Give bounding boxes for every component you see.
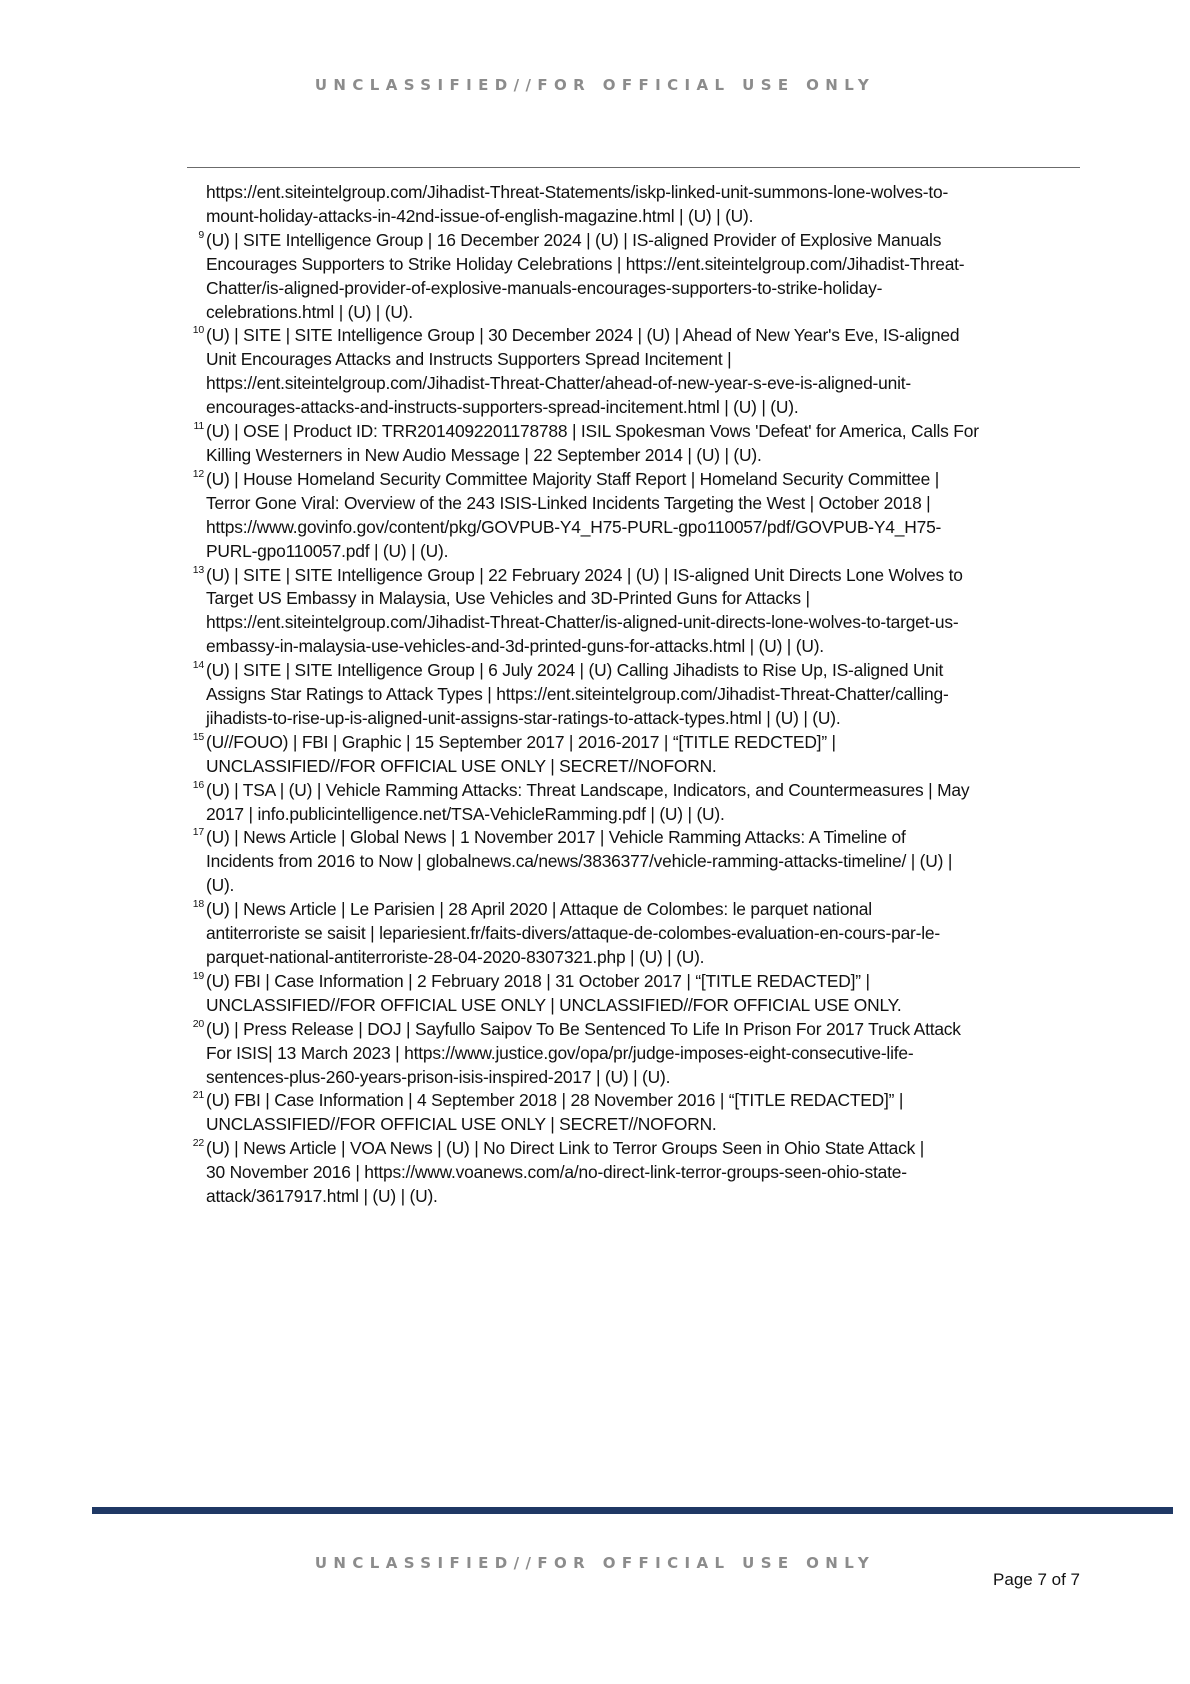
footnote-line: encourages-attacks-and-instructs-supporters-spread-incitement.html | (U) | (U). xyxy=(206,397,799,418)
footnote-line: (U) | News Article | VOA News | (U) | No Direct Link to Terror Groups Seen in Ohio State Attack | xyxy=(206,1138,925,1159)
footnote-line: UNCLASSIFIED//FOR OFFICIAL USE ONLY | SECRET//NOFORN. xyxy=(206,755,717,776)
footnote-item xyxy=(186,468,1086,564)
footnote-item xyxy=(186,659,1086,731)
footer-rule xyxy=(92,1507,1173,1514)
footnote-line: Killing Westerners in New Audio Message | 22 September 2014 | (U) | (U). xyxy=(206,444,762,465)
footnote-line: Incidents from 2016 to Now | globalnews.ca/news/3836377/vehicle-ramming-attacks-timeline/ | (U) | xyxy=(206,851,953,872)
footnote-number: 10 xyxy=(192,324,204,337)
footnote-continuation xyxy=(186,181,1086,229)
footnote-list xyxy=(186,229,1086,1209)
footnote-number: 21 xyxy=(192,1089,204,1102)
footnote-line: embassy-in-malaysia-use-vehicles-and-3d-printed-guns-for-attacks.html | (U) | (U). xyxy=(206,636,824,657)
footnote-line: For ISIS| 13 March 2023 | https://www.justice.gov/opa/pr/judge-imposes-eight-consecutive-life- xyxy=(206,1042,914,1063)
footnote-number: 20 xyxy=(192,1017,204,1030)
footnote-line: (U) | SITE | SITE Intelligence Group | 6 July 2024 | (U) Calling Jihadists to Rise Up, IS-aligned Unit xyxy=(206,660,944,681)
footnote-number: 13 xyxy=(192,563,204,576)
footnote-line: sentences-plus-260-years-prison-isis-inspired-2017 | (U) | (U). xyxy=(206,1066,671,1087)
footnote-line: (U) | House Homeland Security Committee Majority Staff Report | Homeland Security Committee | xyxy=(206,468,940,489)
footnote-line: (U) FBI | Case Information | 4 September 2018 | 28 November 2016 | “[TITLE REDACTED]” | xyxy=(206,1090,904,1111)
footnote-line: https://ent.siteintelgroup.com/Jihadist-Threat-Chatter/is-aligned-unit-directs-lone-wolves-to-target-us- xyxy=(206,612,959,633)
classification-footer: UNCLASSIFIED//FOR OFFICIAL USE ONLY xyxy=(314,1554,876,1572)
footnote-item xyxy=(186,826,1086,898)
footnote-line: PURL-gpo110057.pdf | (U) | (U). xyxy=(206,540,449,561)
footnote-item xyxy=(186,731,1086,779)
footnote-item xyxy=(186,970,1086,1018)
footnote-line: parquet-national-antiterroriste-28-04-2020-8307321.php | (U) | (U). xyxy=(206,947,705,967)
footnote-line: (U) | TSA | (U) | Vehicle Ramming Attacks: Threat Landscape, Indicators, and Countermeasures | May xyxy=(206,779,970,800)
footnote-line: UNCLASSIFIED//FOR OFFICIAL USE ONLY | UNCLASSIFIED//FOR OFFICIAL USE ONLY. xyxy=(206,994,902,1015)
footnote-line: (U) | News Article | Le Parisien | 28 April 2020 | Attaque de Colombes: le parquet national xyxy=(206,899,872,920)
footnote-line: (U) | OSE | Product ID: TRR20140922011787​88 | ISIL Spokesman Vows 'Defeat' for America, Calls For xyxy=(206,421,979,442)
classification-header: UNCLASSIFIED//FOR OFFICIAL USE ONLY xyxy=(314,76,876,94)
footnote-line: (U//FOUO) | FBI | Graphic | 15 September 2017 | 2016-2017 | “[TITLE REDCTED]” | xyxy=(206,731,836,752)
footnote-number: 14 xyxy=(192,659,204,672)
footnote-line: 30 November 2016 | https://www.voanews.com/a/no-direct-link-terror-groups-seen-ohio-state- xyxy=(206,1162,907,1183)
footnote-number: 9 xyxy=(198,228,204,241)
footnote-line: https://www.govinfo.gov/content/pkg/GOVPUB-Y4_H75-PURL-gpo110057/pdf/GOVPUB-Y4_H75- xyxy=(206,516,942,537)
footnote-line: (U) | News Article | Global News | 1 November 2017 | Vehicle Ramming Attacks: A Timeline of xyxy=(206,827,906,848)
footnote-number: 12 xyxy=(192,467,204,480)
footnote-line: UNCLASSIFIED//FOR OFFICIAL USE ONLY | SECRET//NOFORN. xyxy=(206,1114,717,1135)
footnote-number: 11 xyxy=(193,420,204,433)
footnote-line: (U) | SITE | SITE Intelligence Group | 30 December 2024 | (U) | Ahead of New Year's Eve, IS-aligned xyxy=(206,325,960,346)
footnote-line: celebrations.html | (U) | (U). xyxy=(206,301,413,322)
footnote-separator xyxy=(187,167,1080,168)
footnote-line: antiterroriste se saisit | lepariesient.fr/faits-divers/attaque-de-colombes-evaluation-en-cours-par-le- xyxy=(206,923,940,944)
footnote-item xyxy=(186,1018,1086,1090)
page-number: Page 7 of 7 xyxy=(993,1570,1080,1589)
footnote-line: https://ent.siteintelgroup.com/Jihadist-Threat-Statements/iskp-linked-unit-summons-lone-wolves-to- xyxy=(206,182,949,202)
footnote-line: https://ent.siteintelgroup.com/Jihadist-Threat-Chatter/ahead-of-new-year-s-eve-is-aligned-unit- xyxy=(206,373,911,394)
footnote-item xyxy=(186,420,1086,468)
footnote-item xyxy=(186,324,1086,420)
footnote-line: Assigns Star Ratings to Attack Types | https://ent.siteintelgroup.com/Jihadist-Threat-Chatter/calling- xyxy=(206,684,949,705)
footnote-item xyxy=(186,564,1086,660)
footnote-line: (U). xyxy=(206,875,235,896)
footnote-line: Target US Embassy in Malaysia, Use Vehicles and 3D-Printed Guns for Attacks | xyxy=(206,588,810,609)
footnote-item xyxy=(186,1137,1086,1209)
footnote-line: mount-holiday-attacks-in-42nd-issue-of-english-magazine.html | (U) | (U). xyxy=(206,205,754,226)
footnote-number: 15 xyxy=(192,730,204,743)
footnote-number: 18 xyxy=(192,898,204,911)
footnote-item xyxy=(186,779,1086,827)
footnote-line: (U) | SITE | SITE Intelligence Group | 22 February 2024 | (U) | IS-aligned Unit Directs Lone Wolves to xyxy=(206,564,963,585)
footnote-line: 2017 | info.publicintelligence.net/TSA-VehicleRamming.pdf | (U) | (U). xyxy=(206,803,725,824)
footnote-number: 17 xyxy=(192,826,204,839)
footnote-line: Terror Gone Viral: Overview of the 243 ISIS-Linked Incidents Targeting the West | October 2018 | xyxy=(206,492,931,513)
footnote-number: 16 xyxy=(192,778,204,791)
footnote-number: 22 xyxy=(192,1137,204,1150)
footnotes xyxy=(186,181,1086,1209)
footnote-line: (U) | SITE Intelligence Group | 16 December 2024 | (U) | IS-aligned Provider of Explosive Manuals xyxy=(206,229,942,250)
footnote-line: (U) FBI | Case Information | 2 February 2018 | 31 October 2017 | “[TITLE REDACTED]” | xyxy=(206,970,870,991)
footnote-line: Encourages Supporters to Strike Holiday Celebrations | https://ent.siteintelgroup.com/Jihadist-Threat- xyxy=(206,253,965,274)
footnote-item xyxy=(186,229,1086,325)
footnote-item xyxy=(186,1089,1086,1137)
footnote-line: (U) | Press Release | DOJ | Sayfullo Saipov To Be Sentenced To Life In Prison For 2017 Truck Attack xyxy=(206,1018,961,1039)
footnote-item xyxy=(186,898,1086,970)
footnote-line: attack/3617917.html | (U) | (U). xyxy=(206,1186,438,1207)
footnote-line: Chatter/is-aligned-provider-of-explosive-manuals-encourages-supporters-to-strike-holiday- xyxy=(206,277,883,298)
footnote-line: Unit Encourages Attacks and Instructs Supporters Spread Incitement | xyxy=(206,349,732,370)
footnote-number: 19 xyxy=(192,969,204,982)
footnote-line: jihadists-to-rise-up-is-aligned-unit-assigns-star-ratings-to-attack-types.html | (U) | (U). xyxy=(206,707,841,728)
